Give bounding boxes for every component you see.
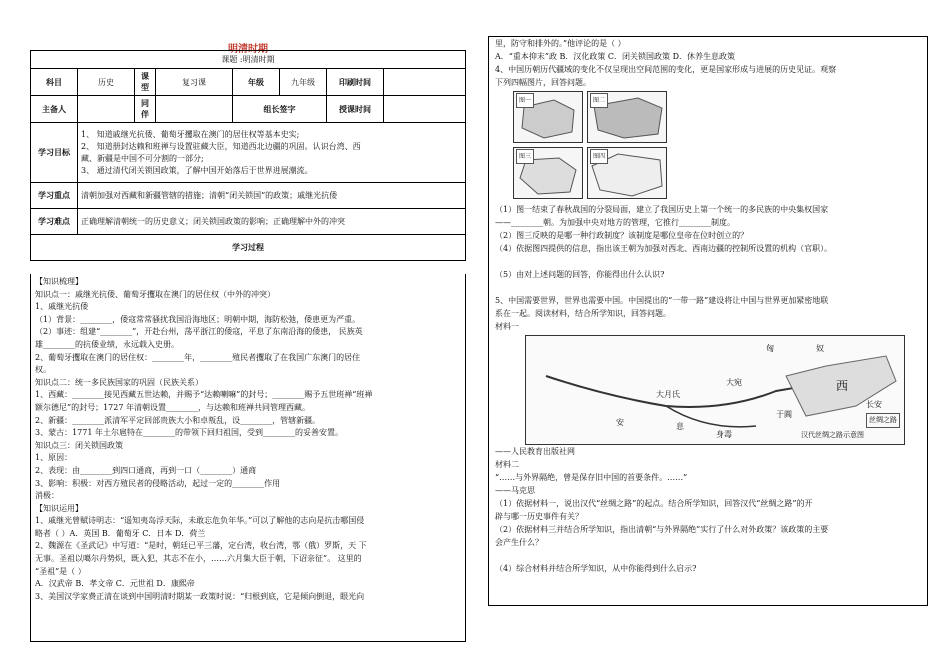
question-line: （4）依据图四提供的信息，指出该王朝为加强对西北、西南边疆的控制所设置的机构（官职）。 <box>495 244 833 253</box>
right-content <box>488 36 928 606</box>
content-line: 3、蒙古：1771 年土尔扈特在________的带领下回归祖国，受到________的妥善安置。 <box>35 428 343 438</box>
content-line: 知识点三：闭关锁国政策 <box>35 440 123 450</box>
question-line: （5）由对上述问题的回答，你能得出什么认识? <box>495 270 665 279</box>
content-line: 3、美国汉学家费正清在谈到中国明清时期某一政策时说：“归根到底，它是倾向倒退，眼光向 <box>35 591 365 601</box>
question-line: 里，防守和排外的。”他评论的是（ ） <box>495 39 626 48</box>
meta-table <box>30 50 466 261</box>
map-4-label: 图四 <box>590 149 608 164</box>
question-line: 系在一起。阅读材料，结合所学知识，回答问题。 <box>495 309 671 318</box>
content-line: 1、原因： <box>35 453 73 463</box>
content-line: 权。 <box>35 365 51 375</box>
process-label: 学习过程 <box>31 235 466 261</box>
question-line: （1）依据材料一，说出汉代“丝绸之路”的起点。结合所学知识，回答汉代“丝绸之路”的开 <box>495 499 813 508</box>
silk-label: 息 <box>676 422 684 431</box>
question-line: A．“重本抑末”政 B．汉化政策 C．闭关锁国政策 D．休养生息政策 <box>495 52 735 61</box>
type-label: 课型 <box>135 69 156 96</box>
silk-caption: 汉代丝绸之路示意图 <box>801 431 864 439</box>
goal-line: 2、 知道册封达赖和班禅与设置驻藏大臣，知道西北边疆的巩固。认识台湾、西 <box>81 141 361 151</box>
content-line: 2、新疆：________派清军平定回部贵族大小和卓叛乱，设________，管辖新疆。 <box>35 415 321 425</box>
question-line: 4、中国历朝历代疆域的变化不仅呈现出空间范围的变化，更是国家形成与进展的历史见证。观察 <box>495 65 837 74</box>
subject-value: 历史 <box>78 69 135 96</box>
left-content <box>30 274 466 642</box>
content-line: 1、西藏：________接见西藏五世达赖，并赐予“达赖喇嘛”的封号；________赐予五世班禅“班禅 <box>35 390 373 400</box>
silk-label: 安 <box>616 418 624 427</box>
question-line: （2）依据材料三并结合所学知识，指出清朝“与外界隔绝”实行了什么对外政策？该政策的主要 <box>495 525 829 534</box>
key-value: 清朝加强对西藏和新疆管辖的措施；清朝“闭关锁国”的政策；戚继光抗倭 <box>78 183 466 209</box>
page-title: 明清时期 <box>228 44 268 55</box>
question-line: “……与外界隔绝，曾是保存旧中国的首要条件。……” <box>495 473 688 482</box>
question-line: ——人民教育出版社网 <box>495 447 575 456</box>
question-line: （4）综合材料并结合所学知识，从中你能得到什么启示? <box>495 564 697 573</box>
content-line: 额尔德尼”的封号；1727 年清朝设置________，与达赖和班禅共同管理西藏。 <box>35 402 310 412</box>
silk-label: 于阗 <box>776 410 792 419</box>
question-line: 会产生什么？ <box>495 538 543 547</box>
silk-label: 大月氏 <box>656 390 680 399</box>
question-line: （1）图一结束了春秋战国的分裂局面，建立了我国历史上第一个统一的多民族的中央集权国家 <box>495 205 829 214</box>
prep-value <box>78 96 135 123</box>
question-line: 辟与哪一历史事件有关？ <box>495 512 583 521</box>
question-line: （2）图三反映的是哪一种行政制度？该制度是哪位皇帝在位时创立的？ <box>495 231 749 240</box>
question-line: ——________朝。为加强中央对地方的管理，它推行________制度。 <box>495 218 735 227</box>
content-line: 略者（ ）A．英国 B．葡萄牙 C．日本 D．荷兰 <box>35 528 206 538</box>
content-line: 无事。圣祖以噶尔丹势炽，既入犯，其志不在小，……六月集大臣于朝，下诏亲征”。 这里的 <box>35 554 362 564</box>
content-line: 3、影响：积极：对西方殖民者的侵略活动，起过一定的________作用 <box>35 478 281 488</box>
content-line: A．汉武帝 B．孝文帝 C．元世祖 D．康熙帝 <box>35 579 195 589</box>
silk-label: 身毒 <box>716 430 732 439</box>
silk-label: 长安 <box>866 400 882 409</box>
peer-value <box>156 96 233 123</box>
question-line: 5、中国需要世界，世界也需要中国。中国提出的“一带一路”建设将让中国与世界更加紧密地联 <box>495 296 829 305</box>
peer-label: 同伴 <box>135 96 156 123</box>
map-3-label: 图三 <box>516 149 534 164</box>
content-line: （2）事迹：组建“________”，开赴台州，荡平浙江的倭寇，平息了东南沿海的倭患， 民族英 <box>35 327 363 337</box>
teach-value <box>384 96 466 123</box>
content-line: 2、魏源在《圣武记》中写道：“是时，朝廷已平三藩，定台湾，收台湾，鄂（俄）罗斯，天 下 <box>35 541 367 551</box>
content-line: 消极： <box>35 491 59 501</box>
subject-label: 科目 <box>31 69 78 96</box>
map-2-label: 图二 <box>590 93 608 108</box>
question-line: 下列四幅图片，回答问题。 <box>495 78 591 87</box>
content-line: 2、表现：由________到四口通商，再到一口（________）通商 <box>35 465 257 475</box>
silk-road-map <box>525 335 905 445</box>
goal-line: 1、 知道戚继光抗倭、葡萄牙攫取在澳门的居住权等基本史实; <box>81 129 300 139</box>
key-label: 学习重点 <box>31 183 78 209</box>
prep-label: 主备人 <box>31 96 78 123</box>
map-2 <box>587 91 667 143</box>
dynasty-maps <box>513 91 921 199</box>
question-line <box>495 281 921 294</box>
silk-label: 西 <box>836 379 849 393</box>
content-line: 【知识运用】 <box>35 503 83 513</box>
goals-label: 学习目标 <box>31 123 78 183</box>
question-line <box>495 549 921 562</box>
question-line: 材料二 <box>495 460 519 469</box>
map-4 <box>587 147 667 199</box>
goals-cell <box>78 123 466 183</box>
content-line: 1、戚继光抗倭 <box>35 302 89 312</box>
teach-label: 授课时间 <box>327 96 384 123</box>
content-line: 2、葡萄牙攫取在澳门的居住权：________年，________殖民者攫取了在我国广东澳门的居住 <box>35 352 361 362</box>
topic-cell: 课题 :明清时期 <box>31 51 466 69</box>
silk-label: 大宛 <box>726 378 742 387</box>
map-1-label: 图一 <box>516 93 534 108</box>
grade-label: 年级 <box>233 69 280 96</box>
silk-label: 匈 <box>766 344 774 353</box>
content-line: （1）背景：________，倭寇常常骚扰我国沿海地区；明朝中期，海防松弛，倭患更为严重。 <box>35 314 361 324</box>
type-value: 复习课 <box>156 69 233 96</box>
print-value <box>384 69 466 96</box>
content-line: 知识点二：统一多民族国家的巩固（民族关系） <box>35 377 203 387</box>
content-line: 知识点一：戚继光抗倭、葡萄牙攫取在澳门的居住权（中外的冲突） <box>35 289 275 299</box>
map-3 <box>513 147 583 199</box>
silk-label: 奴 <box>816 344 824 353</box>
goal-line: 藏、新疆是中国不可分割的一部分; <box>81 153 204 163</box>
goal-line: 3、 通过清代闭关锁国政策，了解中国开始落后于世界进展潮流。 <box>81 165 313 175</box>
diff-label: 学习难点 <box>31 209 78 235</box>
content-line: 【知识梳理】 <box>35 277 83 286</box>
print-label: 印刷时间 <box>327 69 384 96</box>
question-line: ——马克思 <box>495 486 535 495</box>
question-line: 材料一 <box>495 322 519 331</box>
silk-legend: 丝绸之路 <box>866 413 900 428</box>
sign-label: 组长签字 <box>233 96 327 123</box>
map-1 <box>513 91 583 143</box>
grade-value: 九年级 <box>280 69 327 96</box>
content-line: 1、戚继光曾赋诗明志：“遥知夷岛浮天际，未敢忘危负年华。”可以了解他的志向是抗击哪国侵 <box>35 516 365 526</box>
content-line: “圣祖”是（ ） <box>35 566 86 576</box>
question-line <box>495 255 921 268</box>
diff-value: 正确理解清朝统一的历史意义；闭关锁国政策的影响；正确理解中外的冲突 <box>78 209 466 235</box>
content-line: 雄________的抗倭业绩，永远载入史册。 <box>35 339 179 349</box>
